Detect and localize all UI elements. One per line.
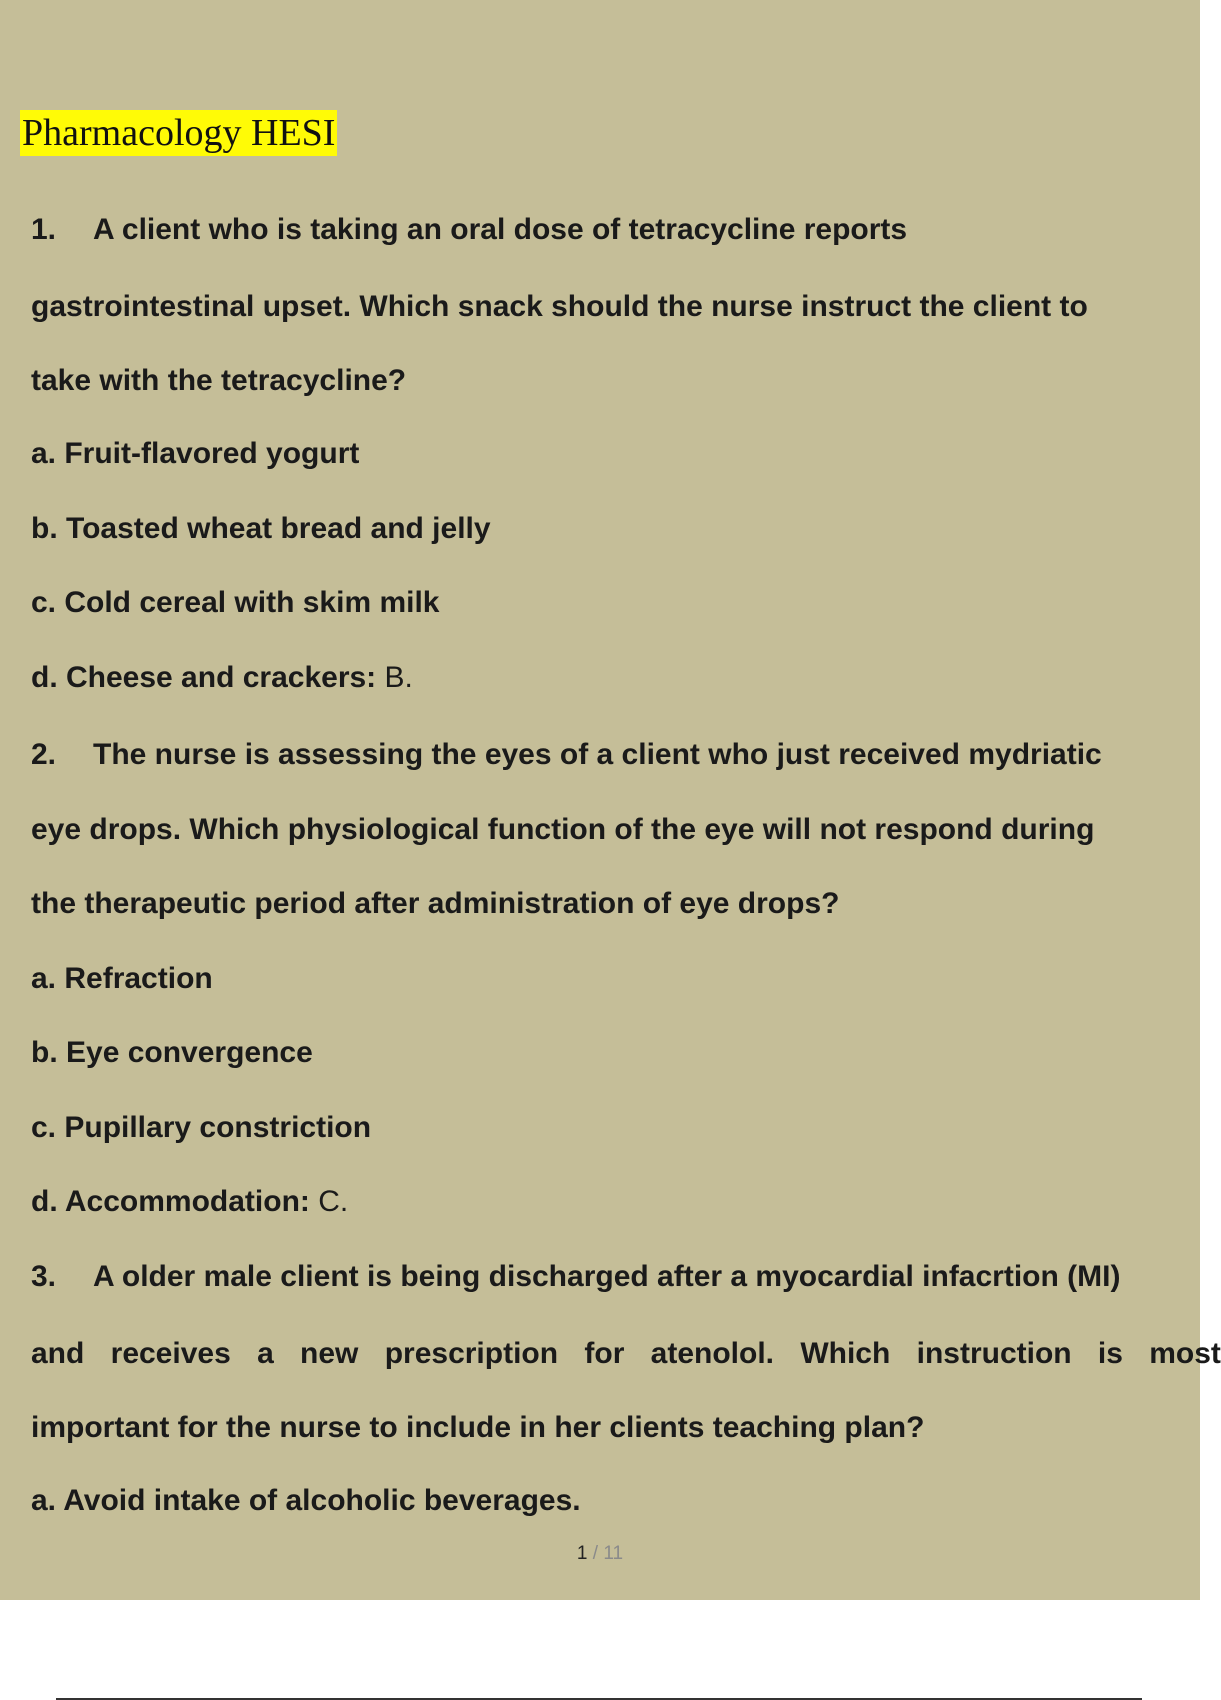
question-1-option-a: a. Fruit-flavored yogurt: [31, 437, 360, 470]
word: is: [1097, 1337, 1123, 1370]
page-counter: [0, 1543, 1200, 1565]
word: a: [257, 1337, 274, 1370]
question-2-option-d: [31, 1184, 348, 1220]
option-text: d. Accommodation:: [31, 1185, 310, 1218]
question-2-line-2: eye drops. Which physiological function of the eye will not respond during: [31, 813, 1095, 846]
question-number: 2.: [31, 738, 57, 771]
word: prescription: [384, 1337, 559, 1370]
question-2-option-a: a. Refraction: [31, 962, 213, 995]
question-number: 3.: [31, 1260, 57, 1293]
option-text: d. Cheese and crackers:: [31, 661, 377, 694]
word: instruction: [916, 1337, 1072, 1370]
answer-key: C.: [309, 1185, 349, 1218]
question-1-line-3: take with the tetracycline?: [31, 364, 407, 397]
word: receives: [110, 1337, 231, 1370]
question-2-line-3: the therapeutic period after administration of eye drops?: [31, 887, 840, 920]
question-2-option-c: c. Pupillary constriction: [31, 1111, 372, 1144]
question-3-option-a: a. Avoid intake of alcoholic beverages.: [31, 1484, 581, 1517]
document-title: Pharmacology HESI: [22, 112, 336, 154]
word: new: [300, 1337, 359, 1370]
word: Which: [800, 1337, 891, 1370]
word: for: [584, 1337, 625, 1370]
question-1-line-1: [31, 212, 907, 248]
question-3-line-3: important for the nurse to include in her clients teaching plan?: [31, 1411, 925, 1444]
current-page: 1: [576, 1543, 588, 1564]
word: and: [31, 1337, 85, 1370]
question-text: The nurse is assessing the eyes of a client who just received mydriatic: [93, 738, 1102, 771]
question-number: 1.: [31, 213, 57, 246]
question-1-option-b: b. Toasted wheat bread and jelly: [31, 512, 491, 545]
question-1-option-c: c. Cold cereal with skim milk: [31, 586, 440, 619]
question-3-line-1: [31, 1259, 1120, 1295]
total-pages: / 11: [587, 1543, 624, 1564]
word: atenolol.: [650, 1337, 775, 1370]
question-1-option-d: [31, 660, 413, 696]
question-2-line-1: [31, 737, 1102, 773]
question-3-line-2: [31, 1336, 1221, 1372]
question-2-option-b: b. Eye convergence: [31, 1036, 313, 1069]
question-text: A older male client is being discharged after a myocardial infacrtion (MI): [93, 1260, 1121, 1293]
word: most: [1149, 1337, 1221, 1370]
question-text: A client who is taking an oral dose of tetracycline reports: [93, 213, 908, 246]
question-1-line-2: gastrointestinal upset. Which snack should the nurse instruct the client to: [31, 290, 1088, 323]
answer-key: B.: [376, 661, 413, 694]
